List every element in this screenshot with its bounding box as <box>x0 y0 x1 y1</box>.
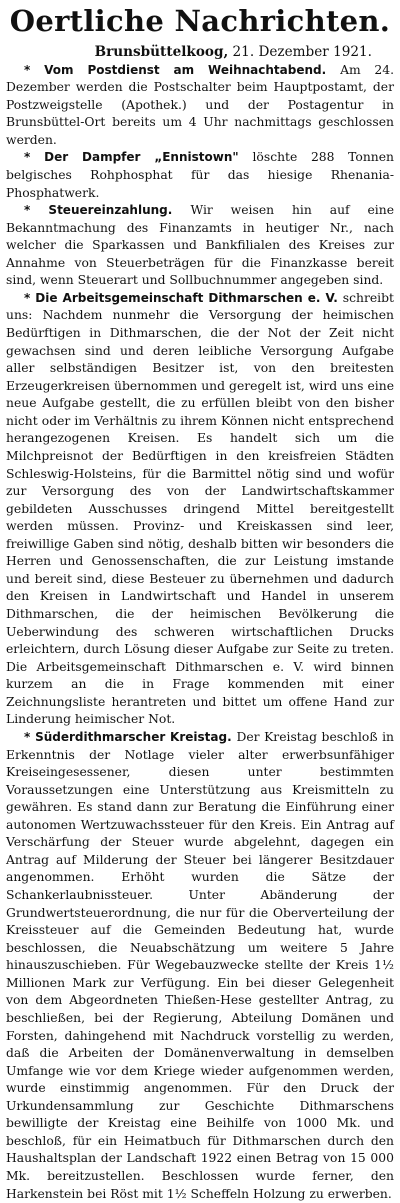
news-item-headline: * Der Dampfer „Ennistown" <box>24 150 253 165</box>
dateline-place: Brunsbüttelkoog, <box>94 44 229 60</box>
news-item-headline: * Steuereinzahlung. <box>24 203 191 218</box>
news-item-steuereinzahlung <box>6 202 394 290</box>
news-item-headline: * Vom Postdienst am Weihnachtabend. <box>24 62 341 77</box>
news-item-body: löschte 288 Tonnen belgisches Rohphosphat für das hiesige Rhenania-Phosphatwerk. <box>6 150 394 200</box>
news-item-kreistag <box>6 729 394 1203</box>
news-item-dampfer <box>6 149 394 202</box>
dateline <box>6 44 372 62</box>
section-heading: Oertliche Nachrichten. <box>9 4 391 38</box>
news-item-arbeitsgemeinschaft <box>6 290 394 729</box>
dateline-date: 21. Dezember 1921. <box>232 44 372 60</box>
news-item-body: Am 24. Dezember werden die Postschalter beim Hauptpostamt, der Postzweigstelle (Apothek.) und der Postagentur in Brunsbüttel-Ort bereits um 4 Uhr nachmittags geschlossen werden. <box>6 62 394 147</box>
news-item-headline: * Die Arbeitsgemeinschaft Dithmarschen e. V. <box>24 290 343 305</box>
news-item-postdienst <box>6 62 394 150</box>
news-item-body: schreibt uns: Nachdem nunmehr die Versorgung der heimischen Bedürftigen in Dithmarschen, die der Not der Zeit nicht gewachsen sind und deren leibliche Versorgung Aufgabe aller selbständigen Besitzer ist, von den breitesten Erzeugerkreisen übernommen und geregelt ist, wird uns eine neue Aufgabe gestellt, die zu erfüllen bleibt von den bisher nicht oder im Verhältnis zu ihrem Können nicht entsprechend herangezogenen Kreisen. Es handelt sich um die Milchpreisnot der Bedürftigen in den kreisfreien Städten Schleswig-Holsteins, für die Barmittel nötig sind und wofür zur Versorgung des von der Landwirtschaftskammer gebildeten Ausschusses dringend Mittel bereitgestellt werden müssen. Provinz- und Kreiskassen sind leer, freiwillige Gaben sind nötig, deshalb bitten wir besonders die Herren und Genossenschaften, die zur Leistung imstande und bereit sind, diese Besteuer zu übernehmen und dadurch den Kreisen in Landwirtschaft und Handel in unserem Dithmarschen, die der heimischen Bevölkerung die Ueberwindung des schweren wirtschaftlichen Drucks erleichtern, durch Lösung dieser Aufgabe zur Seite zu treten. Die Arbeitsgemeinschaft Dithmarschen e. V. wird binnen kurzem an die in Frage kommenden mit einer Zeichnungsliste herantreten und bittet um offene Hand zur Linderung heimischer Not. <box>6 290 394 727</box>
news-item-body: Wir weisen hin auf eine Bekanntmachung des Finanzamts in heutiger Nr., nach welcher die Sparkassen und Bankfilialen des Kreises zur Annahme von Steuerbeträgen für die Finanzkasse bereit sind, wenn Steuerart und Sollbuchnummer angegeben sind. <box>6 203 395 288</box>
news-item-body: Der Kreistag beschloß in Erkenntnis der Notlage vieler alter erwerbsunfähiger Kreiseingesessener, diesen unter bestimmten Voraussetzungen eine Unterstützung aus Kreismitteln zu gewähren. Es stand dann zur Beratung die Einführung einer autonomen Wertzuwachssteuer für den Kreis. Ein Antrag auf Verschärfung der Steuer wurde abgelehnt, dagegen ein Antrag auf Milderung der Steuer bei längerer Besitzdauer angenommen. Erhöht wurden die Sätze der Schankerlaubnissteuer. Unter Abänderung der Grundwertsteuerordnung, die nur für die Oberverteilung der Kreissteuer auf die Gemeinden Bedeutung hat, wurde beschlossen, die Neuabschätzung um weitere 5 Jahre hinauszuschieben. Für Wegebauzwecke stellte der Kreis 1½ Millionen Mark zur Verfügung. Ein bei dieser Gelegenheit von dem Abgeordneten Thießen-Hese gestellter Antrag, zu beschließen, bei der Regierung, Abteilung Domänen und Forsten, dahingehend mit Nachdruck vorstellig zu werden, daß die Arbeiten der Domänenverwaltung in demselben Umfange wie vor dem Kriege wieder aufgenommen werden, wurde einstimmig angenommen. Für den Druck der Urkundensammlung zur Geschichte Dithmarschens bewilligte der Kreistag eine Beihilfe von 1000 Mk. und beschloß, für ein Heimatbuch für Dithmarschen durch den Haushaltsplan der Landschaft 1922 einen Betrag von 15 000 Mk. bereitzustellen. Beschlossen wurde ferner, den Harkenstein bei Röst mit 1½ Scheffeln Holzung zu erwerben. <box>6 729 395 1201</box>
news-item-headline: * Süderdithmarscher Kreistag. <box>24 729 237 744</box>
